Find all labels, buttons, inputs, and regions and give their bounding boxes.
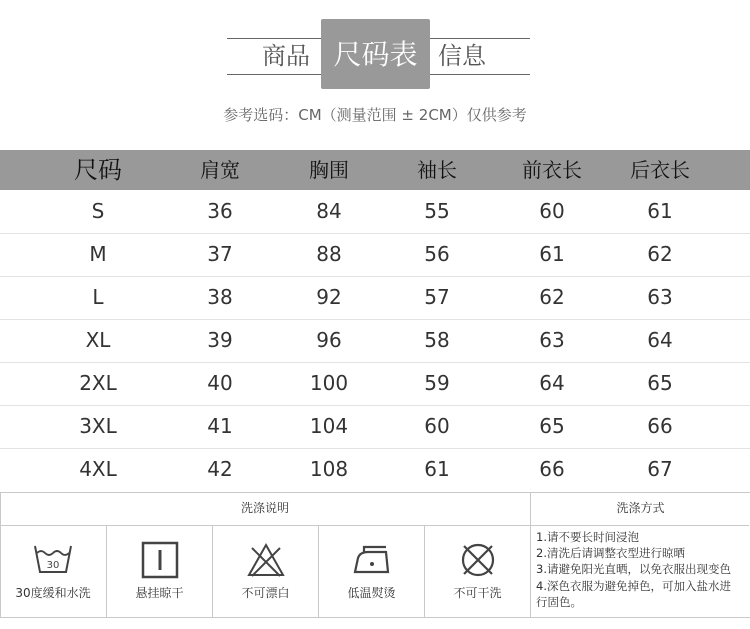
cell-back-length: 67: [647, 457, 673, 481]
low-iron-icon: [350, 540, 394, 580]
care-item-hang-dry: [107, 526, 212, 616]
table-row: [0, 362, 750, 406]
cell-front-length: 63: [539, 328, 565, 352]
care-note: 1.请不要长时间浸泡: [536, 530, 639, 544]
care-label: 不可干洗: [453, 586, 502, 600]
header: [0, 0, 750, 150]
cell-front-length: 62: [539, 285, 565, 309]
cell-sleeve: 55: [424, 199, 450, 223]
table-row: [0, 319, 750, 363]
cell-sleeve: 60: [424, 414, 450, 438]
title-center: 尺码表: [333, 38, 418, 71]
cell-front-length: 66: [539, 457, 565, 481]
cell-size: XL: [85, 328, 111, 352]
column-header-sleeve: 袖长: [417, 158, 457, 182]
column-header-front-length: 前衣长: [522, 158, 582, 182]
care-item-low-iron: [319, 526, 424, 616]
care-label: 低温熨烫: [347, 586, 396, 600]
cell-shoulder: 41: [207, 414, 233, 438]
care-item-hand-wash: [0, 526, 106, 616]
care-label: 悬挂晾干: [135, 586, 184, 600]
table-row: [0, 448, 750, 491]
cell-size: 2XL: [79, 371, 117, 395]
cell-front-length: 60: [539, 199, 565, 223]
cell-shoulder: 42: [207, 457, 233, 481]
cell-back-length: 66: [647, 414, 673, 438]
care-note: 4.深色衣服为避免掉色，可加入盐水进: [536, 578, 731, 593]
cell-chest: 100: [309, 371, 349, 395]
care-note: 行固色。: [536, 594, 582, 609]
title-left: 商品: [262, 42, 310, 70]
cell-size: 4XL: [79, 457, 117, 481]
cell-front-length: 65: [539, 414, 565, 438]
cell-chest: 92: [316, 285, 342, 309]
cell-size: L: [92, 285, 104, 309]
subtitle: 参考选码：CM（测量范围 ± 2CM）仅供参考: [223, 106, 527, 124]
care-note: 2.清洗后请调整衣型进行晾晒: [536, 546, 685, 561]
title-line-bottom-left: [227, 74, 321, 75]
cell-chest: 96: [316, 328, 342, 352]
cell-shoulder: 38: [207, 285, 233, 309]
wash-temperature: 30: [46, 560, 60, 571]
care-item-no-dry-clean: [425, 526, 530, 616]
cell-sleeve: 57: [424, 285, 450, 309]
cell-front-length: 61: [539, 242, 565, 266]
care-label: 不可漂白: [241, 586, 290, 600]
cell-front-length: 64: [539, 371, 565, 395]
column-header-chest: 胸围: [309, 158, 349, 182]
care-right-title: 洗涤方式: [616, 501, 665, 515]
no-dry-clean-icon: [456, 540, 500, 580]
hang-dry-icon: [138, 540, 182, 580]
column-header-shoulder: 肩宽: [200, 158, 240, 182]
cell-sleeve: 59: [424, 371, 450, 395]
table-row: [0, 405, 750, 449]
cell-shoulder: 39: [207, 328, 233, 352]
cell-shoulder: 40: [207, 371, 233, 395]
hand-wash-30-icon: [31, 540, 75, 580]
cell-shoulder: 37: [207, 242, 233, 266]
cell-size: 3XL: [79, 414, 117, 438]
care-item-no-bleach: [213, 526, 318, 616]
cell-back-length: 65: [647, 371, 673, 395]
cell-back-length: 64: [647, 328, 673, 352]
care-notes: [536, 529, 748, 610]
cell-sleeve: 56: [424, 242, 450, 266]
cell-size: S: [91, 199, 105, 223]
cell-back-length: 63: [647, 285, 673, 309]
cell-back-length: 62: [647, 242, 673, 266]
column-header-size: 尺码: [74, 156, 122, 184]
title-right: 信息: [438, 42, 486, 70]
care-left-title: 洗涤说明: [240, 501, 289, 515]
cell-back-length: 61: [647, 199, 673, 223]
care-label: 30度缓和水洗: [15, 586, 91, 600]
cell-chest: 88: [316, 242, 342, 266]
table-row: [0, 276, 750, 320]
title-line-bottom-right: [430, 74, 530, 75]
column-header-back-length: 后衣长: [630, 158, 690, 182]
cell-chest: 108: [309, 457, 349, 481]
cell-size: M: [89, 242, 107, 266]
cell-chest: 104: [309, 414, 349, 438]
care-note: 3.请避免阳光直晒，以免衣服出现变色: [536, 562, 731, 577]
table-row: [0, 233, 750, 277]
table-row: [0, 190, 750, 234]
cell-sleeve: 61: [424, 457, 450, 481]
cell-chest: 84: [316, 199, 342, 223]
no-bleach-icon: [244, 540, 288, 580]
care-section: [0, 492, 750, 629]
cell-sleeve: 58: [424, 328, 450, 352]
cell-shoulder: 36: [207, 199, 233, 223]
size-table-header: [0, 150, 750, 190]
